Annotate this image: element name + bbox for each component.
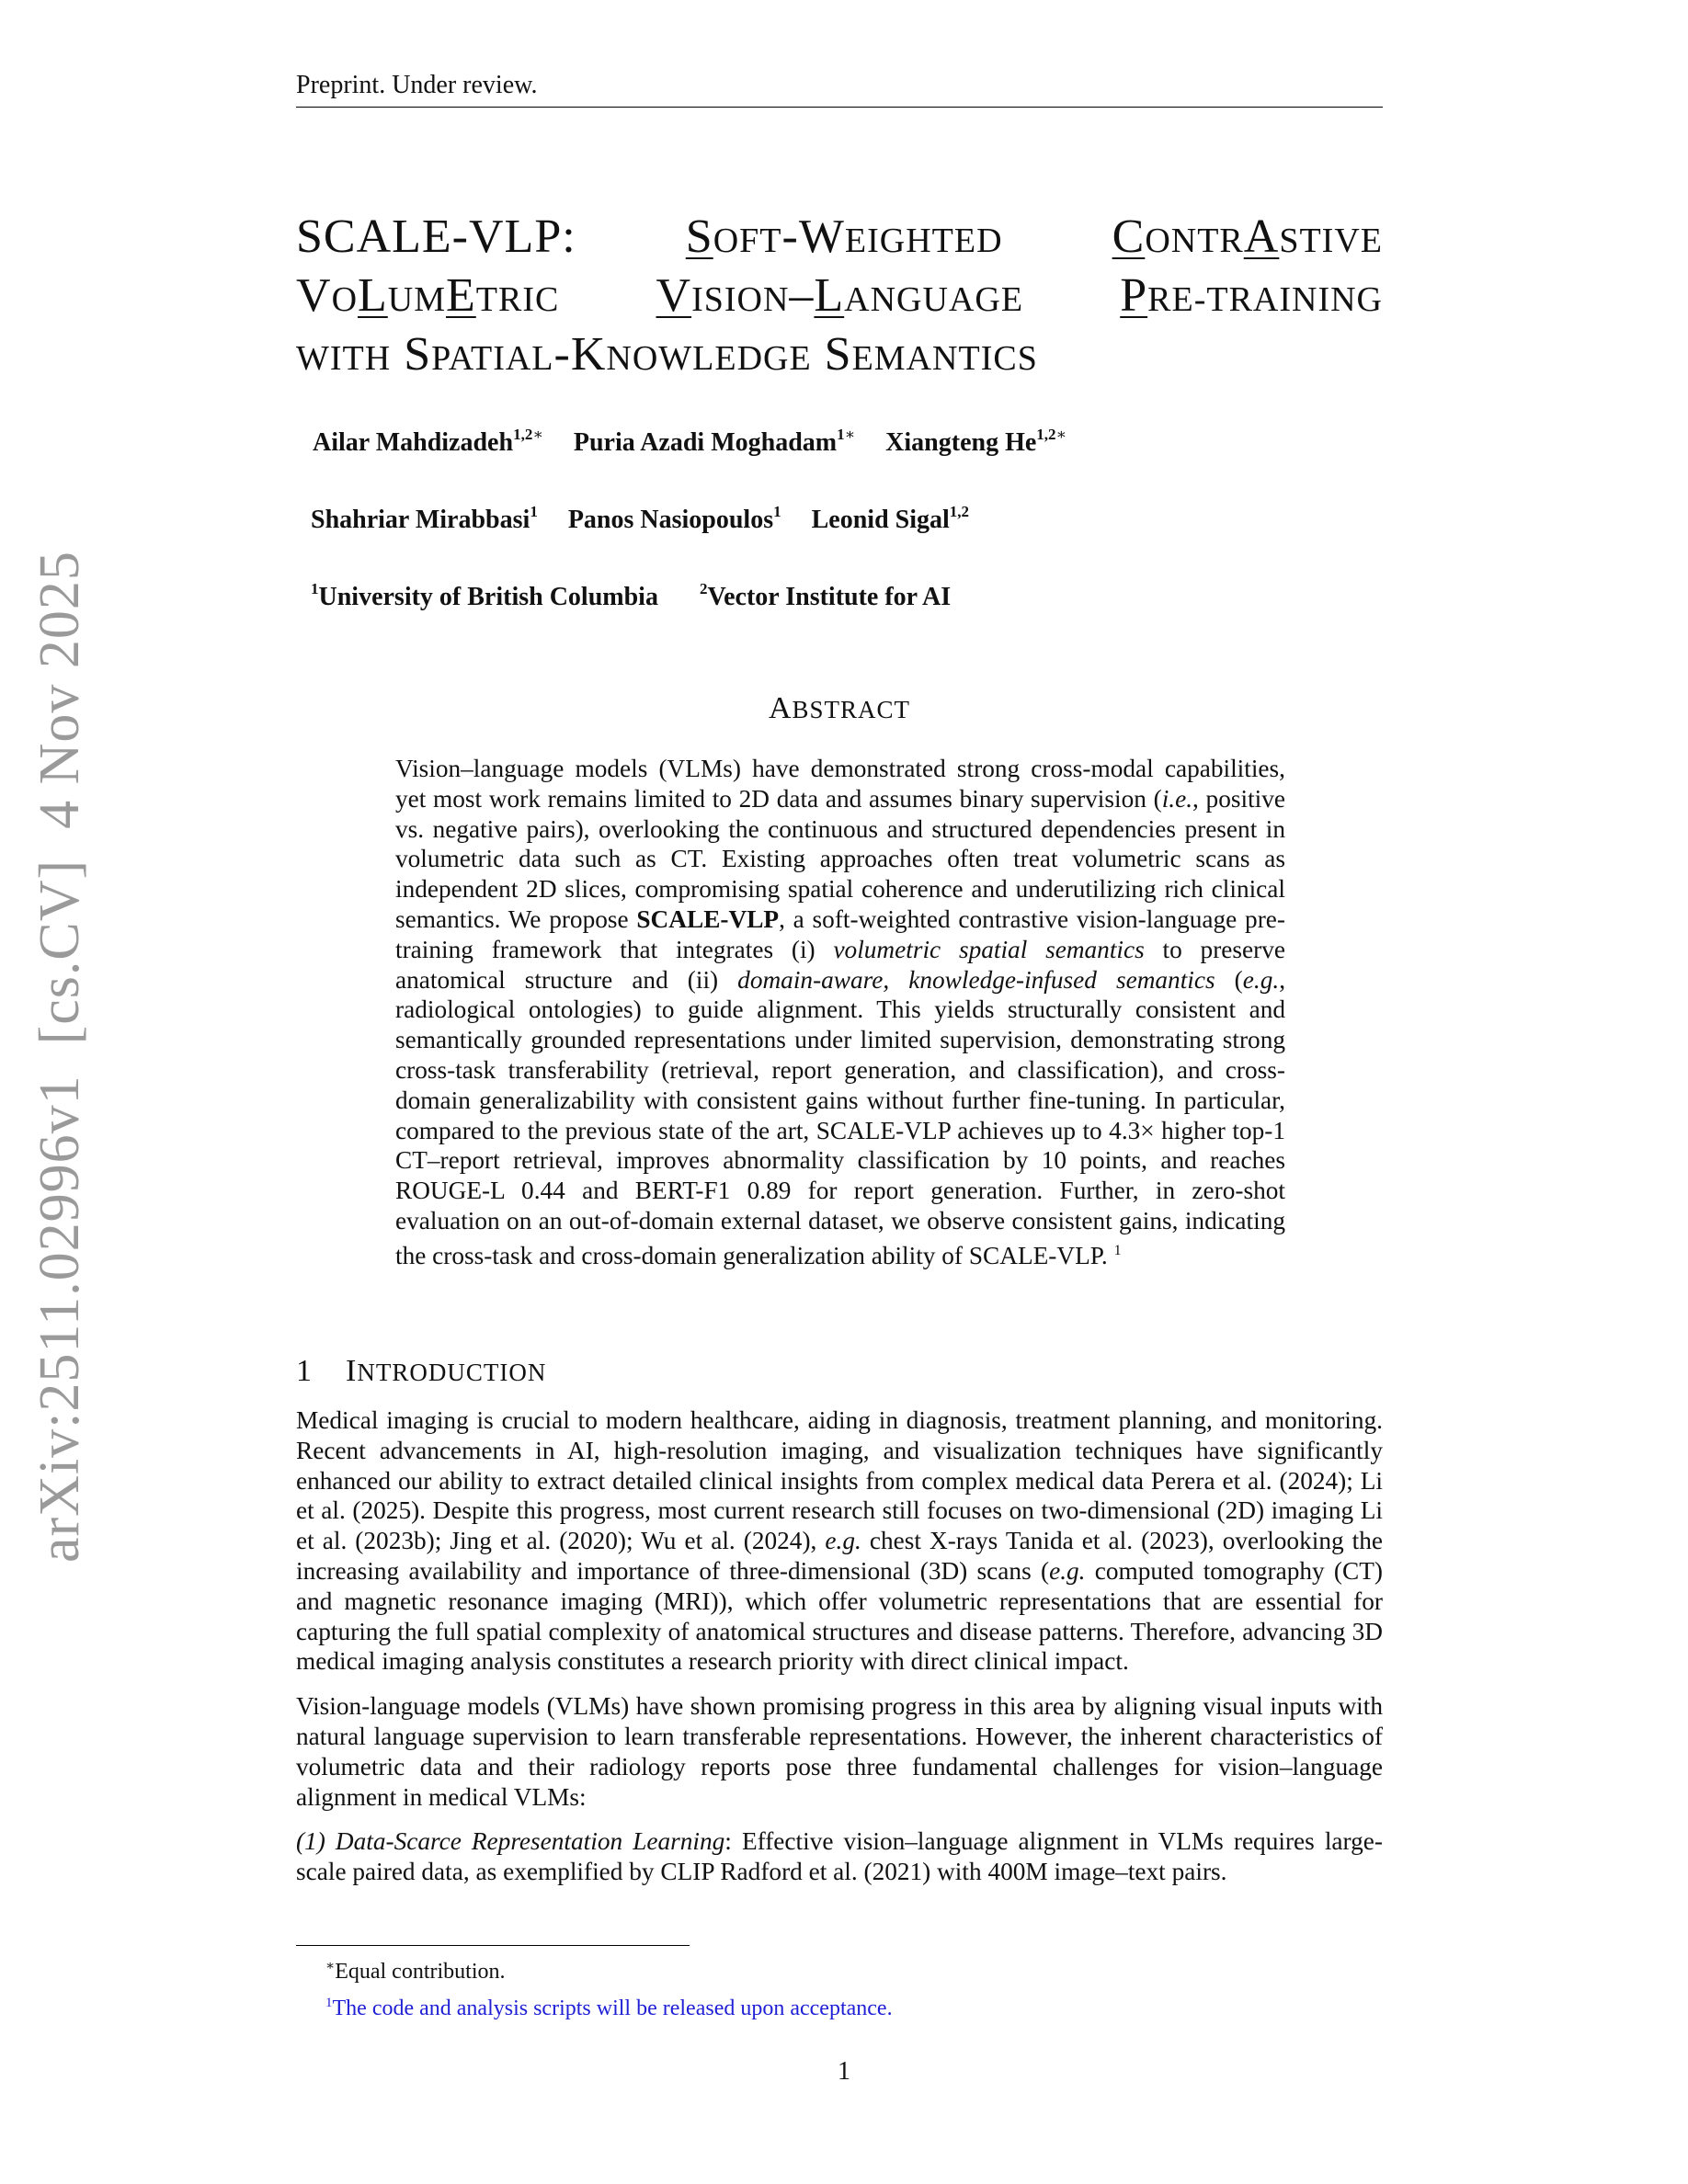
title-word-vision-language: VISION–LANGUAGE xyxy=(656,269,1024,322)
paragraph: Vision-language models (VLMs) have shown promising progress in this area by aligning visual inputs with natural language supervision to learn transferable representations. However, the inherent characteristics of volumetric data and their radiology reports pose three fundamental challenges for vision–language alignment in medical VLMs: xyxy=(296,1692,1383,1811)
arxiv-identifier: arXiv:2511.02996v1 [cs.CV] 4 Nov 2025 xyxy=(29,551,91,1563)
author: Xiangteng $He^{1,2∗}$ xyxy=(885,426,1067,458)
title-word-soft-weighted: SOFT-WEIGHTED xyxy=(685,210,1003,263)
author: Panos Nasiopoulos$^1$ xyxy=(567,503,781,535)
title-line-3 xyxy=(296,327,1383,386)
paragraph: (1) Data-Scarce Representation Learning: Effective vision–language alignment in VLMs requires large-scale paired data, as exemplified by CLIP Radford et al. (2021) with 400M image–text pairs. xyxy=(296,1827,1383,1886)
abstract-body: Vision–language models (VLMs) have demonstrated strong cross-modal capabilities, yet most work remains limited to 2D data and assumes binary supervision (i.e., positive vs. negative pairs), overlooking the continuous and structured dependencies present in volumetric data such as CT. Existing approaches often treat volumetric scans as independent 2D slices, compromising spatial coherence and underutilizing rich clinical semantics. We propose SCALE-VLP, a soft-weighted contrastive vision-language pre-training framework that integrates (i) volumetric spatial semantics to preserve anatomical structure and (ii) domain-aware, knowledge-infused semantics (e.g., radiological ontologies) to guide alignment. This yields structurally consistent and semantically grounded representations under limited supervision, demonstrating strong cross-task transferability (retrieval, report generation, and classification), and cross-domain generalizability with consistent gains without further fine-tuning. In particular, compared to the previous state of the art, SCALE-VLP achieves up to 4.3× higher top-1 CT–report retrieval, improves abnormality classification by 10 points, and reaches ROUGE-L 0.44 and BERT-F1 0.89 for report generation. Further, in zero-shot evaluation on an out-of-domain external dataset, we observe consistent gains, indicating the cross-task and cross-domain generalization ability of SCALE-VLP. $^1$ xyxy=(395,755,1286,1269)
title-line-1 xyxy=(296,210,1383,268)
abstract-heading: ABSTRACT xyxy=(768,691,911,725)
page-number: 1 xyxy=(838,2057,850,2086)
paragraph: Medical imaging is crucial to modern healthcare, aiding in diagnosis, treatment planning, and monitoring. Recent advancements in AI, high-resolution imaging, and visualization techniques have significantly enhanced our ability to extract detailed clinical insights from complex medical data Perera et al. (2024); Li et al. (2025). Despite this progress, most current research still focuses on two-dimensional (2D) imaging Li et al. (2023b); Jing et al. (2020); Wu et al. (2024), e.g. chest X-rays Tanida et al. (2023), overlooking the increasing availability and importance of three-dimensional (3D) scans (e.g. computed tomography (CT) and magnetic resonance imaging (MRI)), which offer volumetric representations that are essential for capturing the full spatial complexity of anatomical structures and disease patterns. Therefore, advancing 3D medical imaging analysis constitutes a research priority with direct clinical impact. xyxy=(296,1406,1384,1676)
author: Puria Azadi Moghadam$^{1∗}$ xyxy=(573,426,856,458)
affiliations xyxy=(311,575,1322,613)
paper-title xyxy=(296,210,1383,386)
section-heading: 1 INTRODUCTION xyxy=(296,1354,547,1388)
footnote-code-release[interactable]: $^1$The code and analysis scripts will be released upon acceptance. xyxy=(325,1996,893,2020)
title-word-pre-training: PRE-TRAINING xyxy=(1120,269,1383,322)
footnote-rule xyxy=(296,1945,690,1946)
running-header: Preprint. Under review. xyxy=(296,70,1383,108)
affiliation: $^2$Vector Institute for AI xyxy=(699,580,952,612)
title-word-contrastive: CONTRASTIVE xyxy=(1112,210,1383,263)
author: Shahriar Mirabbasi$^1$ xyxy=(311,503,538,535)
author-row-1 xyxy=(313,421,1324,459)
introduction-body xyxy=(296,1405,1383,1902)
title-word-scale-vlp: SCALE-VLP: xyxy=(296,210,576,263)
author: Ailar Mahdizadeh$^{1,2∗}$ xyxy=(313,426,543,458)
title-word-with-spatial: WITH SPATIAL-KNOWLEDGE SEMANTICS xyxy=(296,328,1038,381)
footnote-equal-contribution: ∗Equal contribution. xyxy=(325,1959,506,1984)
title-word-volumetric: VOLUMETRIC xyxy=(296,269,560,322)
affiliation: $^1$University of British Columbia xyxy=(311,580,658,612)
author-row-2 xyxy=(311,498,1322,536)
author: Leonid Sigal$^{1,2}$ xyxy=(811,503,970,535)
title-line-2 xyxy=(296,268,1383,327)
footnote-marker: 1 xyxy=(1113,1242,1122,1258)
footnotes xyxy=(325,1951,1337,2024)
